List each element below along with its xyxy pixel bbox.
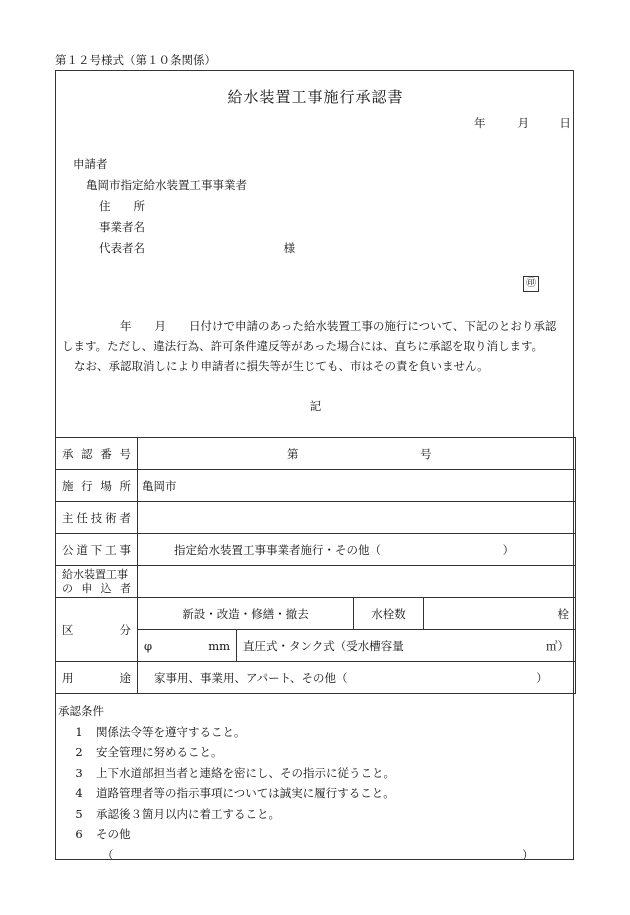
statement-line-3: なお、承認取消しにより申請者に損失等が生じても、市はその責を負いません。: [74, 359, 489, 373]
table-row: [56, 662, 576, 694]
applicant-label-line-1: 給水装置工事: [62, 567, 128, 581]
diameter-cell: [138, 630, 237, 662]
date-line: [474, 115, 571, 131]
condition-other-line: [62, 845, 534, 866]
use-value: [138, 662, 576, 694]
applicant-business-name: 事業者名: [99, 220, 145, 234]
statement-line-1: 年 月 日付けで申請のあった給水装置工事の施行について、下記のとおり承認: [120, 319, 557, 333]
road-value: [138, 534, 576, 566]
approval-details-table: [55, 437, 576, 694]
use-close: ）: [536, 670, 548, 685]
condition-item: 2 安全管理に努めること。: [75, 745, 223, 759]
applicant-value: [138, 566, 576, 598]
representative-label: 代表者名: [99, 241, 145, 255]
use-label: 用 途: [56, 662, 138, 694]
table-row: [56, 566, 576, 598]
table-row: [56, 470, 576, 502]
applicant-representative: [73, 238, 295, 259]
condition-item: 6 その他: [75, 827, 131, 841]
diameter-symbol: φ: [144, 638, 153, 653]
approval-statement: [62, 316, 572, 376]
form-number: 第１２号様式（第１０条関係）: [55, 53, 216, 67]
site-value: 亀岡市: [138, 470, 576, 502]
table-row: [56, 438, 576, 470]
applicant-label-line-2: の 申 込 者: [62, 581, 131, 595]
other-close: ）: [522, 847, 534, 862]
ki-heading: 記: [309, 399, 322, 413]
category-types: 新設・改造・修繕・撤去: [138, 598, 354, 630]
table-row: [56, 598, 576, 630]
applicant-block: [73, 154, 295, 259]
supply-type: [237, 630, 576, 662]
approval-no-label: 承 認 番 号: [56, 438, 138, 470]
hydrant-value: 栓: [424, 598, 576, 630]
approval-no-dai: 第: [287, 446, 299, 461]
engineer-label: 主 任 技 術 者: [56, 502, 138, 534]
category-label: 区 分: [56, 598, 138, 662]
date-year: 年: [474, 116, 486, 130]
approval-form: [55, 70, 574, 860]
supply-unit: ㎥）: [546, 638, 569, 653]
road-options: 指定給水装置工事事業者施行・その他（: [174, 542, 381, 557]
approval-no-value: [138, 438, 576, 470]
statement-line-2: します。ただし、違法行為、許可条件違反等があった場合には、直ちに承認を取り消します。: [62, 339, 544, 353]
condition-item: 1 関係法令等を遵守すること。: [75, 724, 246, 739]
site-label: 施 行 場 所: [56, 470, 138, 502]
form-title: 給水装置工事施行承認書: [227, 88, 404, 106]
applicant-label: [56, 566, 138, 598]
table-row: [56, 502, 576, 534]
hydrant-label: 水栓数: [354, 598, 424, 630]
conditions-label: 承認条件: [58, 704, 104, 718]
seal-mark-icon: ㊞: [523, 276, 539, 292]
road-label: 公 道 下 工 事: [56, 534, 138, 566]
condition-item: 3 上下水道部担当者と連絡を密にし、その指示に従うこと。: [75, 765, 395, 780]
applicant-label: 申請者: [73, 157, 108, 171]
supply-type-options: 直圧式・タンク式（受水槽容量: [243, 638, 404, 653]
approval-no-go: 号: [420, 446, 432, 461]
other-open: （: [102, 847, 114, 862]
honorific: 様: [283, 241, 296, 255]
engineer-value: [138, 502, 576, 534]
use-options: 家事用、事業用、アパート、その他（: [154, 670, 348, 685]
conditions-block: [58, 701, 534, 865]
condition-item: 5 承認後３箇月以内に着工すること。: [75, 806, 280, 821]
road-close: ）: [502, 542, 515, 557]
date-day: 日: [559, 116, 571, 130]
condition-item: 4 道路管理者等の指示事項については誠実に履行すること。: [75, 786, 395, 800]
applicant-org: 亀岡市指定給水装置工事事業者: [86, 178, 247, 192]
diameter-unit: mm: [208, 638, 230, 653]
applicant-address: 住 所: [99, 199, 145, 213]
table-row: [56, 534, 576, 566]
date-month: 月: [517, 116, 530, 130]
